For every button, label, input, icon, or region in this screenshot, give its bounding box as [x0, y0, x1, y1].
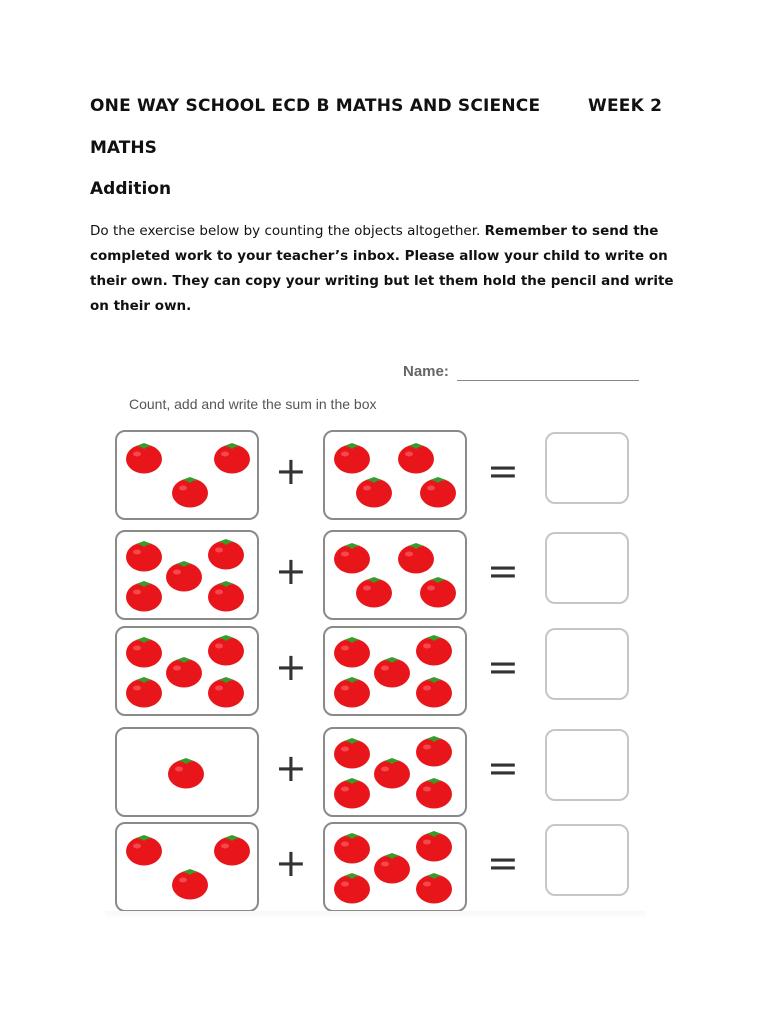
tomato-icon: [333, 735, 371, 769]
equals-sign: =: [487, 549, 519, 593]
tomato-icon: [333, 775, 371, 809]
equals-sign: =: [487, 449, 519, 493]
answer-box[interactable]: [545, 432, 629, 504]
tomato-icon: [415, 870, 453, 904]
right-object-box: [323, 626, 467, 716]
tomato-icon: [125, 674, 163, 708]
addition-worksheet: [105, 355, 665, 925]
name-write-line: [457, 380, 639, 381]
tomato-icon: [125, 440, 163, 474]
tomato-icon: [373, 755, 411, 789]
tomato-icon: [213, 832, 251, 866]
problem-row: [115, 626, 635, 718]
equals-sign: =: [487, 645, 519, 689]
right-object-box: [323, 430, 467, 520]
tomato-icon: [165, 558, 203, 592]
tomato-icon: [165, 654, 203, 688]
tomato-icon: [415, 828, 453, 862]
plus-sign: +: [275, 645, 307, 689]
problem-row: [115, 430, 635, 522]
tomato-icon: [213, 440, 251, 474]
tomato-icon: [419, 574, 457, 608]
tomato-icon: [125, 578, 163, 612]
tomato-icon: [167, 755, 205, 789]
school-title: ONE WAY SCHOOL ECD B MATHS AND SCIENCE: [90, 96, 541, 116]
tomato-icon: [415, 674, 453, 708]
tomato-icon: [207, 632, 245, 666]
answer-box[interactable]: [545, 824, 629, 896]
left-object-box: [115, 430, 259, 520]
left-object-box: [115, 530, 259, 620]
tomato-icon: [333, 540, 371, 574]
right-object-box: [323, 530, 467, 620]
equals-sign: =: [487, 746, 519, 790]
left-object-box: [115, 626, 259, 716]
tomato-icon: [397, 440, 435, 474]
tomato-icon: [333, 440, 371, 474]
problem-row: [115, 822, 635, 914]
plus-sign: +: [275, 746, 307, 790]
tomato-icon: [419, 474, 457, 508]
tomato-icon: [125, 538, 163, 572]
tomato-icon: [397, 540, 435, 574]
plus-sign: +: [275, 449, 307, 493]
answer-box[interactable]: [545, 532, 629, 604]
instructions-text: Do the exercise below by counting the objects altogether.: [90, 223, 485, 239]
section-heading: MATHS: [90, 138, 157, 158]
name-label: Name:: [403, 363, 449, 380]
left-object-box: [115, 727, 259, 817]
problem-row: [115, 727, 635, 819]
worksheet-instruction: Count, add and write the sum in the box: [129, 396, 377, 412]
tomato-icon: [333, 870, 371, 904]
left-object-box: [115, 822, 259, 912]
right-object-box: [323, 822, 467, 912]
tomato-icon: [355, 574, 393, 608]
page-fade: [105, 911, 645, 919]
tomato-icon: [333, 634, 371, 668]
tomato-icon: [207, 578, 245, 612]
tomato-icon: [207, 674, 245, 708]
instructions-bold-text: Remember to send the completed work to your teacher’s inbox. Please allow your child to write on their own. They can copy your writing but let them hold the pencil and write on their own.: [90, 223, 674, 314]
tomato-icon: [415, 733, 453, 767]
plus-sign: +: [275, 841, 307, 885]
right-object-box: [323, 727, 467, 817]
tomato-icon: [171, 866, 209, 900]
answer-box[interactable]: [545, 628, 629, 700]
tomato-icon: [373, 850, 411, 884]
plus-sign: +: [275, 549, 307, 593]
tomato-icon: [355, 474, 393, 508]
tomato-icon: [171, 474, 209, 508]
instructions-paragraph: [90, 219, 680, 319]
tomato-icon: [373, 654, 411, 688]
problem-row: [115, 530, 635, 622]
tomato-icon: [125, 832, 163, 866]
tomato-icon: [333, 830, 371, 864]
document-title: [90, 96, 670, 116]
equals-sign: =: [487, 841, 519, 885]
tomato-icon: [415, 775, 453, 809]
week-label: WEEK 2: [588, 96, 663, 116]
answer-box[interactable]: [545, 729, 629, 801]
topic-heading: Addition: [90, 179, 172, 199]
tomato-icon: [333, 674, 371, 708]
tomato-icon: [415, 632, 453, 666]
tomato-icon: [125, 634, 163, 668]
tomato-icon: [207, 536, 245, 570]
